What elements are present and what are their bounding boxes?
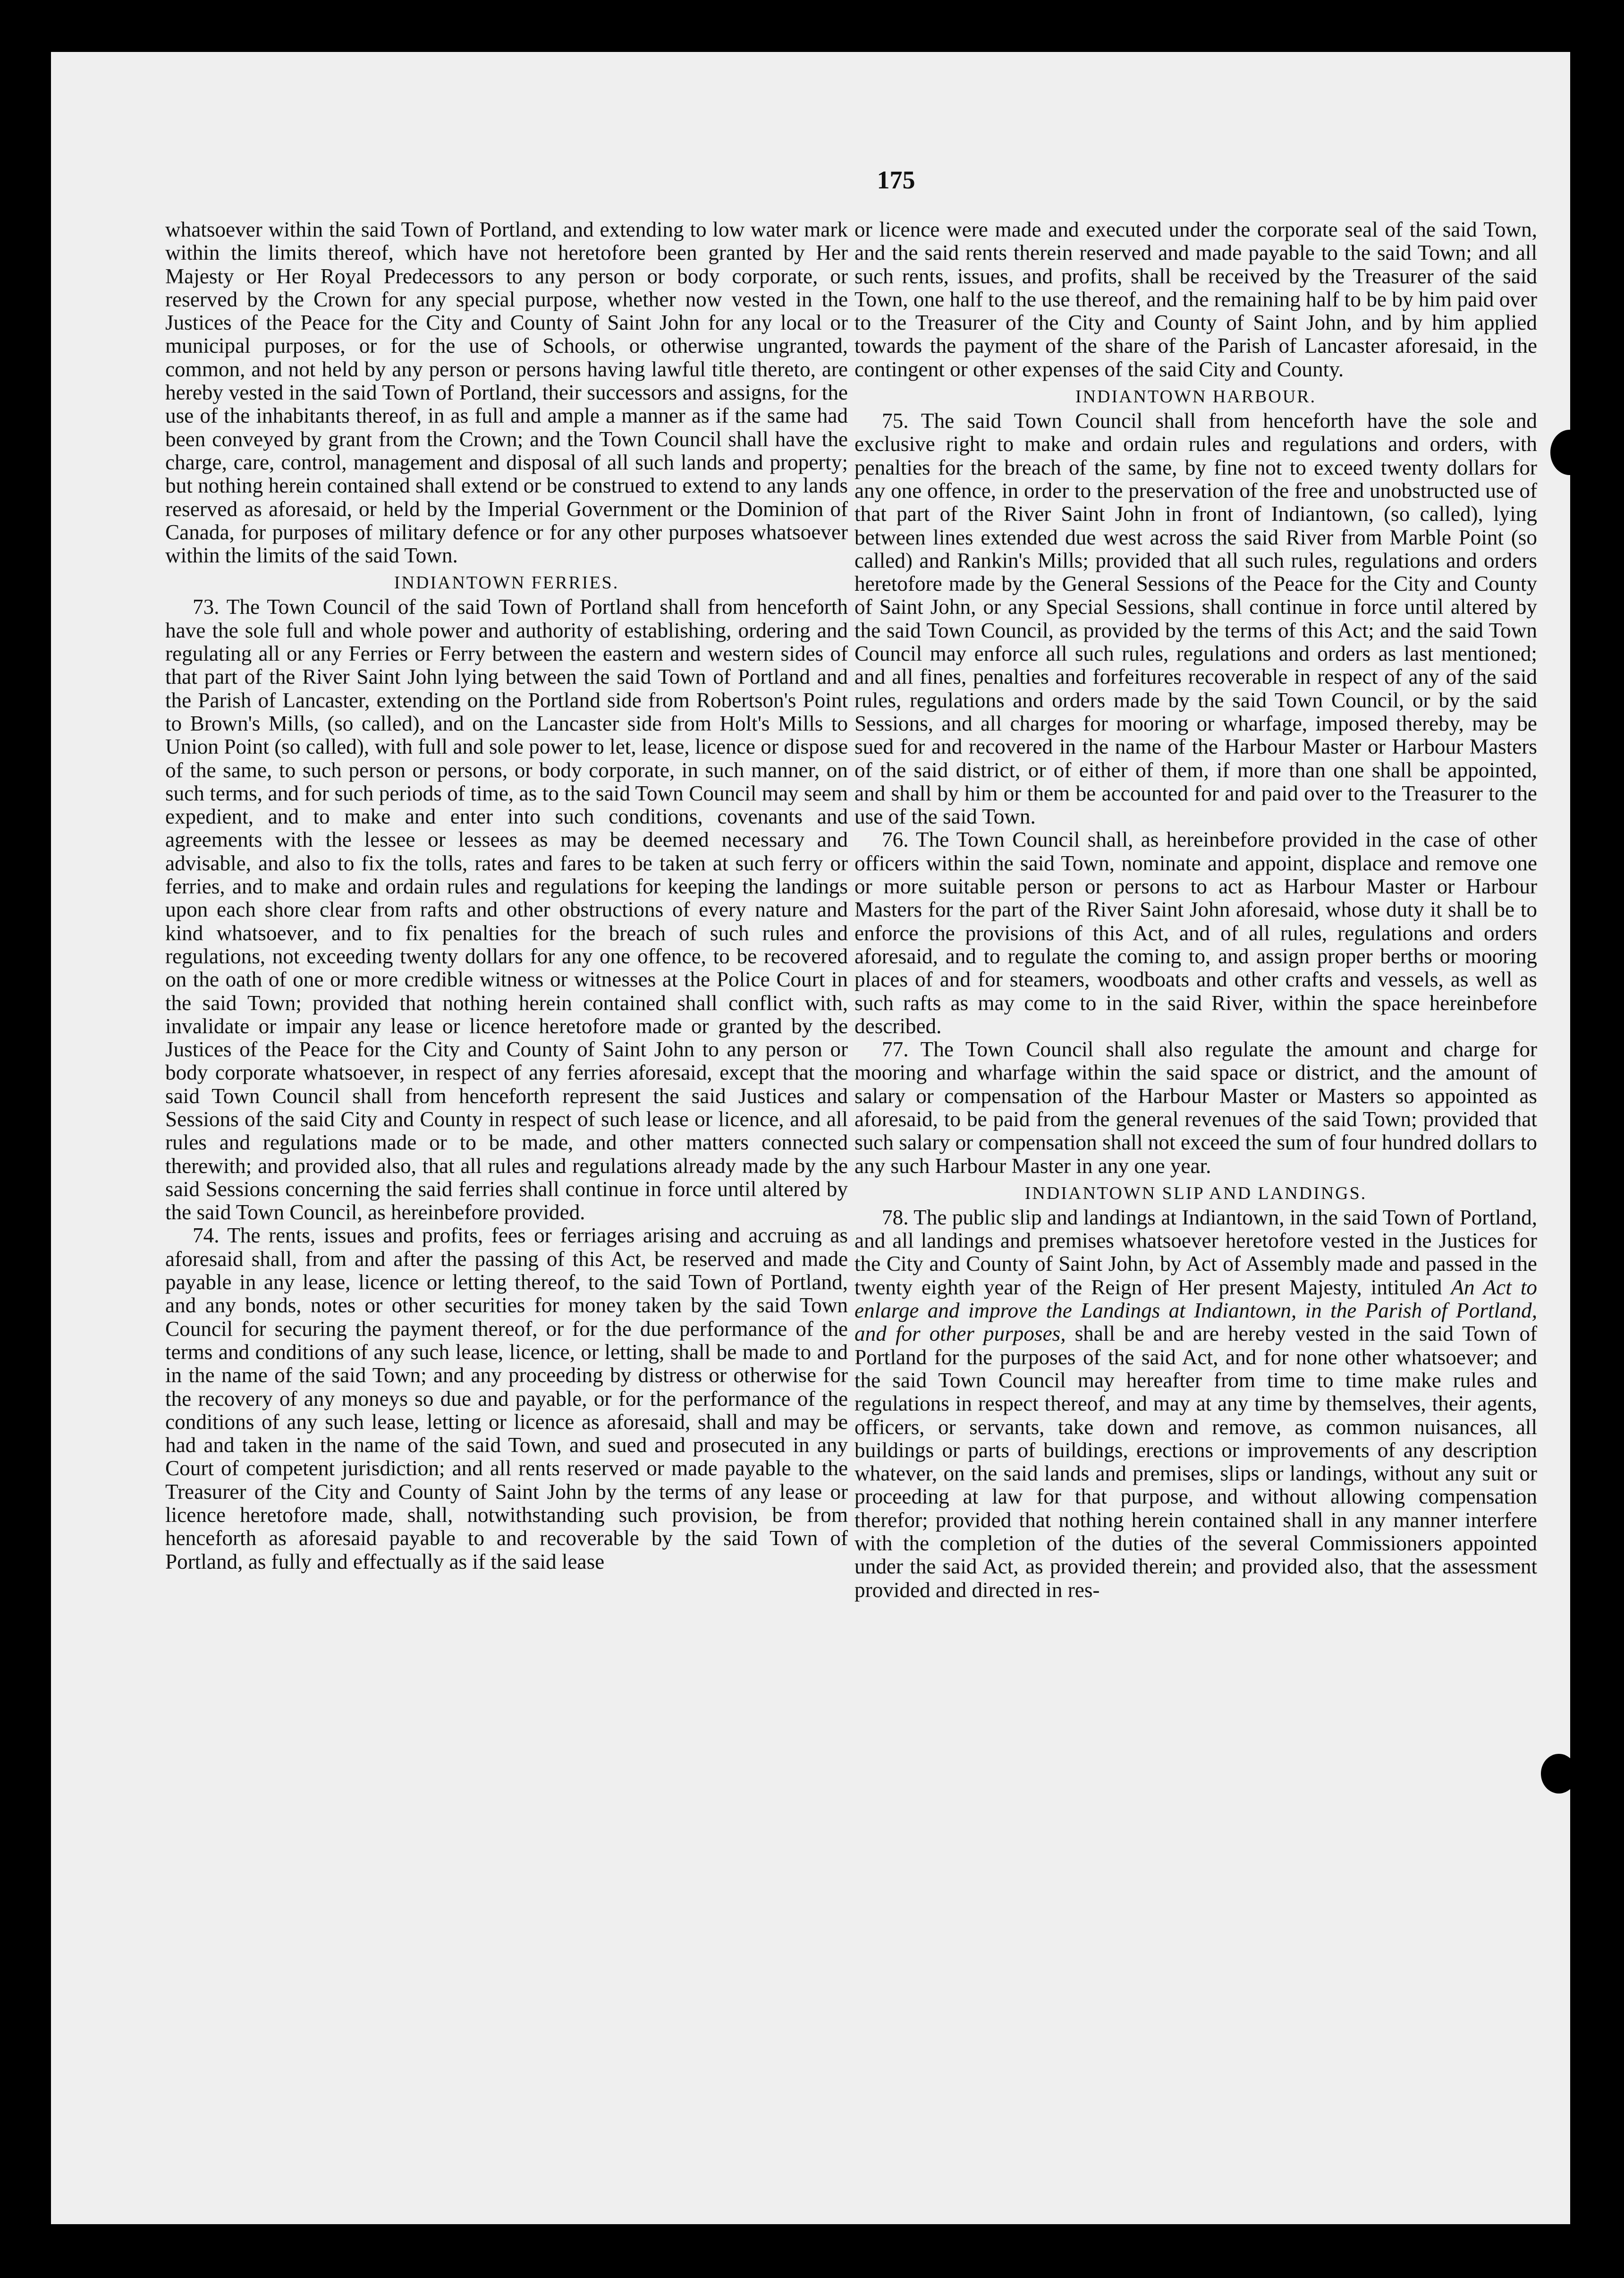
paragraph-78-text-end: shall be and are hereby vested in the said Town of Portland for the purposes of the said Act, and for none other whatsoever; and the said Town Council may hereafter from time to time make rules and regulations in respect thereof, and may at any time by themselves, their agents, officers, or servants, take down and remove, as common nuisances, all buildings or parts of buildings, erections or improvements of any description whatever, on the said lands and premises, slips or landings, without any suit or proceeding at law for that purpose, and without allowing compensation therefor; provided that nothing herein contained shall in any manner interfere with the completion of the duties of the several Commissioners appointed under the said Act, as provided therein; and provided also, that the assessment provided and directed in res-: [854, 1322, 1538, 1602]
paragraph-76: 76. The Town Council shall, as hereinbefore provided in the case of other officers within the said Town, nominate and appoint, displace and remove one or more suitable person or persons to act as Harbour Master or Harbour Masters for the part of the River Saint John aforesaid, whose duty it shall be to enforce the provisions of this Act, and of all rules, regulations and orders aforesaid, and to regulate the coming to, and assign proper berths or mooring places of and for steamers, woodboats and other crafts and vessels, as well as such rafts as may come to in the said River, within the space hereinbefore described.: [854, 828, 1537, 1038]
paragraph-72-continued: whatsoever within the said Town of Portland, and extending to low water mark within the limits thereof, which have not heretofore been granted by Her Majesty or Her Royal Predecessors to any person or body corporate, or reserved by the Crown for any special purpose, whether now vested in the Justices of the Peace for the City and County of Saint John for any local or municipal purposes, or for the use of Schools, or otherwise ungranted, common, and not held by any person or persons having lawful title thereto, are hereby vested in the said Town of Portland, their successors and assigns, for the use of the inhabitants thereof, in as full and ample a manner as if the same had been conveyed by grant from the Crown; and the Town Council shall have the charge, care, control, management and disposal of all such lands and property; but nothing herein contained shall extend or be construed to extend to any lands reserved as aforesaid, or held by the Imperial Government or the Dominion of Canada, for purposes of military defence or for any other purposes whatsoever within the limits of the said Town.: [165, 218, 848, 568]
act-title-italic: An Act to enlarge and improve the Landings at Indiantown, in the Parish of Portland, and for other purposes,: [854, 1275, 1538, 1346]
paragraph-78-text-start: 78. The public slip and landings at Indiantown, in the said Town of Portland, and all landings and premises whatsoever heretofore vested in the Justices for the City and County of Saint John, by Act of Assembly made and passed in the twenty eighth year of the Reign of Her present Majesty, intituled: [854, 1205, 1537, 1299]
punch-hole-bottom: [1541, 1754, 1570, 1794]
section-heading-indiantown-harbour: INDIANTOWN HARBOUR.: [1075, 387, 1317, 407]
section-heading-indiantown-slip-and-landings: INDIANTOWN SLIP AND LANDINGS.: [1024, 1183, 1367, 1203]
paragraph-75: 75. The said Town Council shall from henceforth have the sole and exclusive right to make and ordain rules and regulations and orders, with penalties for the breach of the same, by fine not to exceed twenty dollars for any one offence, in order to the preservation of the free and unobstructed use of that part of the River Saint John in front of Indiantown, (so called), lying between lines extended due west across the said River from Marble Point (so called) and Rankin's Mills; provided that all such rules, regulations and orders heretofore made by the General Sessions of the Peace for the City and County of Saint John, or any Special Sessions, shall continue in force until altered by the said Town Council, as provided by the terms of this Act; and the said Town Council may enforce all such rules, regulations and orders as last mentioned; and all fines, penalties and forfeitures recoverable in respect of any of the said rules, regulations and orders made by the said Town Council, or by the said Sessions, and all charges for mooring or wharfage, imposed thereby, may be sued for and recovered in the name of the Harbour Master or Harbour Masters of the said district, or of either of them, if more than one shall be appointed, and shall by him or them be accounted for and paid over to the Treasurer to the use of the said Town.: [854, 409, 1537, 829]
paragraph-77: 77. The Town Council shall also regulate the amount and charge for mooring and wharfage within the said space or district, and the amount of salary or compensation of the Harbour Master or Masters so appointed as aforesaid, to be paid from the general revenues of the said Town; provided that such salary or compensation shall not exceed the sum of four hundred dollars to any such Harbour Master in any one year.: [854, 1037, 1537, 1178]
left-column: [165, 218, 848, 1573]
document-page: [51, 52, 1570, 2224]
right-column: [854, 218, 1537, 1602]
page-number: 175: [877, 166, 915, 194]
paragraph-74: 74. The rents, issues and profits, fees or ferriages arising and accruing as aforesaid shall, from and after the passing of this Act, be reserved and made payable in any lease, licence or letting thereof, to the said Town of Portland, and any bonds, notes or other securities for money taken by the said Town Council for securing the payment thereof, or for the due performance of the terms and conditions of any such lease, licence, or letting, shall be made to and in the name of the said Town; and any proceeding by distress or otherwise for the recovery of any moneys so due and payable, or for the performance of the conditions of any such lease, letting or licence as aforesaid, shall and may be had and taken in the name of the said Town, and sued and prosecuted in any Court of competent jurisdiction; and all rents reserved or made payable to the Treasurer of the City and County of Saint John by the terms of any lease or licence heretofore made, shall, notwithstanding such provision, be from henceforth as aforesaid payable to and recoverable by the said Town of Portland, as fully and effectually as if the said lease: [165, 1224, 848, 1573]
paragraph-78: [854, 1206, 1537, 1602]
paragraph-73: 73. The Town Council of the said Town of Portland shall from henceforth have the sole full and whole power and authority of establishing, ordering and regulating all or any Ferries or Ferry between the eastern and western sides of that part of the River Saint John lying between the said Town of Portland and the Parish of Lancaster, extending on the Portland side from Robertson's Point to Brown's Mills, (so called), and on the Lancaster side from Holt's Mills to Union Point (so called), with full and sole power to let, lease, licence or dispose of the same, to such person or persons, or body corporate, in such manner, on such terms, and for such periods of time, as to the said Town Council may seem expedient, and to make and enter into such conditions, covenants and agreements with the lessee or lessees as may be deemed necessary and advisable, and also to fix the tolls, rates and fares to be taken at such ferry or ferries, and to make and ordain rules and regulations for keeping the landings upon each shore clear from rafts and other obstructions of every nature and kind whatsoever, and to fix penalties for the breach of such rules and regulations, not exceeding twenty dollars for any one offence, to be recovered on the oath of one or more credible witness or witnesses at the Police Court in the said Town; provided that nothing herein contained shall conflict with, invalidate or impair any lease or licence heretofore made or granted by the Justices of the Peace for the City and County of Saint John to any person or body corporate whatsoever, in respect of any ferries aforesaid, except that the said Town Council shall from henceforth represent the said Justices and Sessions of the said City and County in respect of such lease or licence, and all rules and regulations made or to be made, and other matters connected therewith; and provided also, that all rules and regulations already made by the said Sessions concerning the said ferries shall continue in force until altered by the said Town Council, as hereinbefore provided.: [165, 595, 848, 1224]
section-heading-indiantown-ferries: INDIANTOWN FERRIES.: [394, 573, 619, 593]
paragraph-74-continued: or licence were made and executed under the corporate seal of the said Town, and the said rents therein reserved and made payable to the said Town; and all such rents, issues, and profits, shall be received by the Treasurer of the said Town, one half to the use thereof, and the remaining half to be by him paid over to the Treasurer of the City and County of Saint John, and by him applied towards the payment of the share of the Parish of Lancaster aforesaid, in the contingent or other expenses of the said City and County.: [854, 218, 1537, 381]
punch-hole-top: [1550, 430, 1570, 475]
